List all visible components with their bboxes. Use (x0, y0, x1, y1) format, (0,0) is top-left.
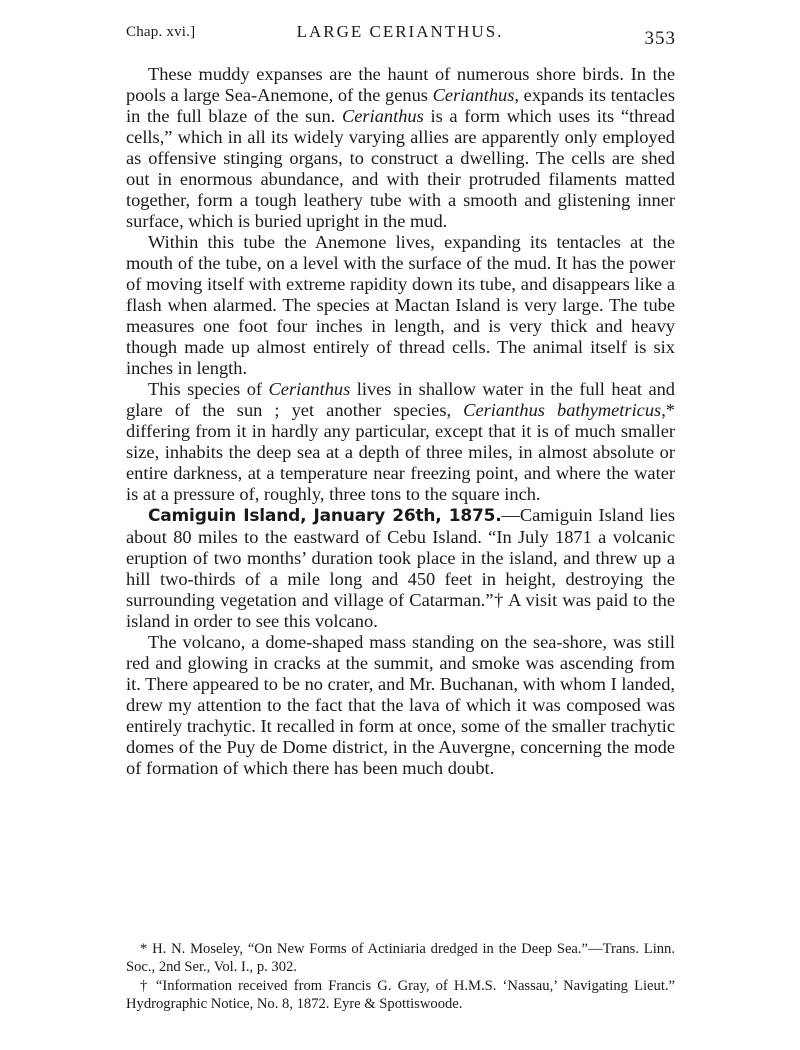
footnote-1: * H. N. Moseley, “On New Forms of Actiniaria dredged in the Deep Sea.”—Trans. Linn. Soc., 2nd Ser., Vol. I., p. 302. (126, 941, 675, 975)
p3-text-1: This species of (148, 379, 269, 399)
page-header (126, 22, 674, 52)
p1-text-3: is a form which uses its “thread cells,” which in all its widely varying allies are apparently only employed as offensive stinging organs, to construct a dwelling. The cells are shed out in enormous abundance, and with their protruded filaments matted together, form a tough leathery tube with a smooth and glistening inner surface, which is buried upright in the mud. (126, 106, 675, 231)
footnote-2: † “Information received from Francis G. Gray, of H.M.S. ‘Nassau,’ Navigating Lieut.” Hydrographic Notice, No. 8, 1872. Eyre & Spottiswoode. (126, 978, 675, 1012)
footnotes (126, 940, 675, 1014)
genus-name: Cerianthus (342, 106, 424, 126)
running-title: LARGE CERIANTHUS. (296, 22, 504, 41)
paragraph-4 (126, 505, 675, 632)
genus-name: Cerianthus (268, 379, 351, 399)
chapter-label: Chap. xvi.] (126, 24, 196, 40)
paragraph-1 (126, 64, 675, 232)
section-heading: Camiguin Island, January 26th, 1875. (148, 506, 502, 526)
paragraph-3 (126, 379, 675, 505)
p4-text: —Camiguin Island lies about 80 miles to the eastward of Cebu Island. “In July 1871 a volcanic eruption of two months’ duration took place in the island, and threw up a hill two-thirds of a mile long and 450 feet in height, destroying the surrounding vegetation and village of Catarman.”† A visit was paid to the island in order to see this volcano. (126, 505, 675, 631)
species-name: Cerianthus bathymetricus (463, 400, 662, 420)
p3-text-3: ,* differing from it in hardly any particular, except that it is of much smaller size, inhabits the deep sea at a depth of three miles, in almost absolute or entire darkness, at a temperature near freezing point, and where the water is at a pressure of, roughly, three tons to the square inch. (126, 400, 675, 504)
paragraph-5: The volcano, a dome-shaped mass standing on the sea-shore, was still red and glowing in cracks at the summit, and smoke was ascending from it. There appeared to be no crater, and Mr. Buchanan, with whom I landed, drew my attention to the fact that the lava of which it was composed was entirely trachytic. It recalled in form at once, some of the smaller trachytic domes of the Puy de Dome district, in the Auvergne, concerning the mode of formation of which there has been much doubt. (126, 632, 675, 778)
genus-name: Cerianthus (432, 85, 515, 105)
p3-text-2: lives in shallow water in the full heat and glare of the sun ; yet another species, (126, 379, 675, 420)
page-number: 353 (644, 28, 676, 49)
p1-text-1: These muddy expanses are the haunt of numerous shore birds. In the pools a large Sea-Anemone, of the genus (126, 64, 675, 105)
body-text (126, 64, 675, 779)
paragraph-2: Within this tube the Anemone lives, expanding its tentacles at the mouth of the tube, on a level with the surface of the mud. It has the power of moving itself with extreme rapidity down its tube, and disappears like a flash when alarmed. The species at Mactan Island is very large. The tube measures one foot four inches in length, and is very thick and heavy though made up almost entirely of thread cells. The animal itself is six inches in length. (126, 232, 675, 378)
p1-text-2: , expands its tentacles in the full blaze of the sun. (126, 85, 675, 126)
